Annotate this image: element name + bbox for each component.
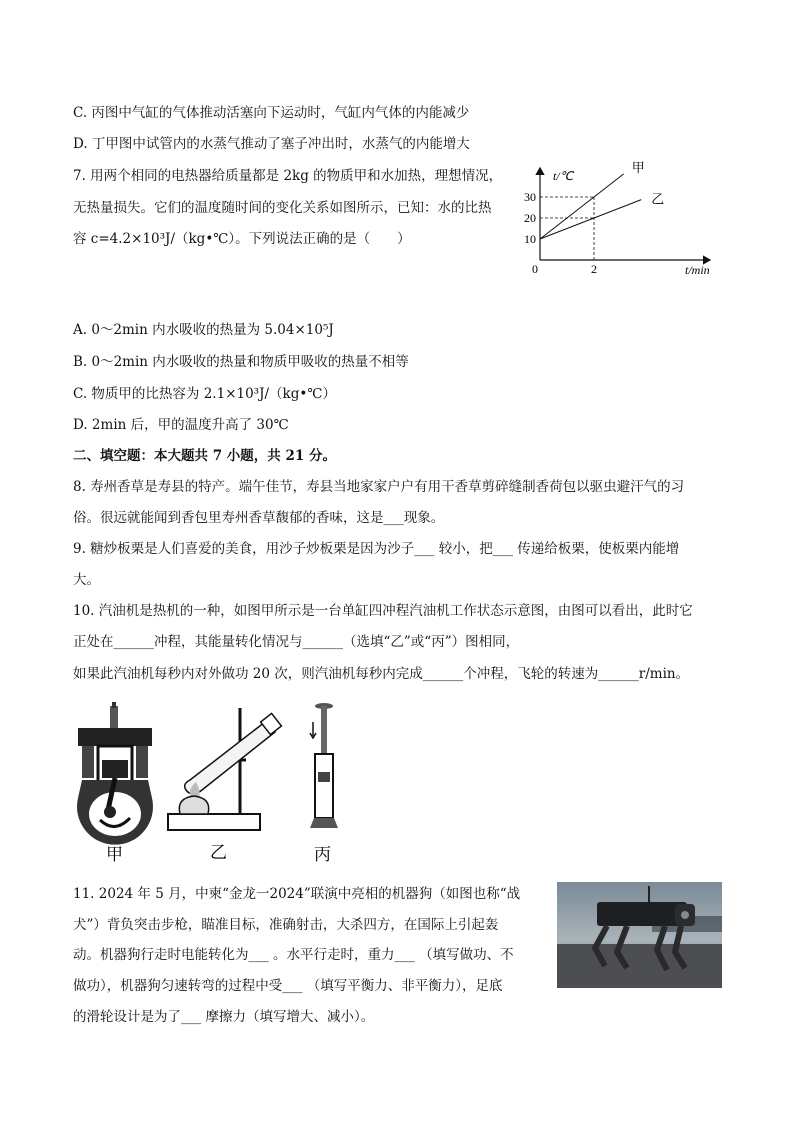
series-line-1 xyxy=(540,200,641,239)
test-tube-figure xyxy=(168,708,281,830)
figure-label-jia: 甲 xyxy=(106,845,123,865)
question-7-line2: 无热量损失。它们的温度随时间的变化关系如图所示，已知：水的比热 xyxy=(73,200,492,216)
y-tick-label-10: 10 xyxy=(524,232,536,246)
question-7-line1: 7. 用两个相同的电热器给质量都是 2kg 的物质甲和水加热，理想情况， xyxy=(73,168,503,184)
option-c-q6: C. 丙图中气缸的气体推动活塞向下运动时，气缸内气体的内能减少 xyxy=(73,105,470,121)
y-tick-label-20: 20 xyxy=(524,211,536,225)
question-11-line4: 做功），机器狗匀速转弯的过程中受___ （填写平衡力、非平衡力），足底 xyxy=(73,978,503,994)
x-tick-label-2: 2 xyxy=(591,262,597,276)
question-10-line1: 10. 汽油机是热机的一种，如图甲所示是一台单缸四冲程汽油机工作状态示意图，由图可以看出，此时它 xyxy=(73,603,693,619)
series-label-1: 乙 xyxy=(651,192,665,208)
series-label-0: 甲 xyxy=(631,160,645,176)
question-11-line3: 动。机器狗行走时电能转化为___ 。水平行走时，重力___ （填写做功、不 xyxy=(73,947,514,963)
origin-label: 0 xyxy=(532,262,538,276)
figure-label-yi: 乙 xyxy=(210,843,227,863)
figure-label-bing: 丙 xyxy=(314,845,331,865)
question-10-line2: 正处在______冲程，其能量转化情况与______（选填“乙”或“丙”）图相同， xyxy=(73,634,520,650)
option-d-q6: D. 丁甲图中试管内的水蒸气推动了塞子冲出时，水蒸气的内能增大 xyxy=(73,136,470,152)
question-8-line1: 8. 寿州香草是寿县的特产。端午佳节，寿县当地家家户户有用干香草剪碎缝制香荷包以驱虫避汗气的习 xyxy=(73,479,685,495)
option-d-q7: D. 2min 后，甲的温度升高了 30℃ xyxy=(73,417,289,433)
robot-dog-photo xyxy=(557,882,722,988)
question-7-line3: 容 c=4.2×10³J/（kg•℃）。下列说法正确的是（ ） xyxy=(73,231,411,247)
experiment-figures xyxy=(70,702,370,867)
question-11-line2: 犬”）背负突击步枪，瞄准目标，准确射击，大杀四方，在国际上引起轰 xyxy=(73,917,499,933)
question-9-line2: 大。 xyxy=(73,572,100,588)
y-axis-label: t/℃ xyxy=(553,169,574,183)
option-c-q7: C. 物质甲的比热容为 2.1×10³J/（kg•℃） xyxy=(73,386,336,402)
x-axis-label: t/min xyxy=(685,263,710,277)
question-9-line1: 9. 糖炒板栗是人们喜爱的美食，用沙子炒板栗是因为沙子___ 较小，把___ 传递给板栗，使板栗内能增 xyxy=(73,541,680,557)
y-tick-label-30: 30 xyxy=(524,190,536,204)
temperature-time-chart xyxy=(505,160,730,280)
option-a-q7: A. 0～2min 内水吸收的热量为 5.04×10⁵J xyxy=(73,322,334,338)
engine-cylinder-figure xyxy=(77,702,153,845)
section-heading-fill-blank: 二、填空题：本大题共 7 小题，共 21 分。 xyxy=(73,448,336,464)
question-8-line2: 俗。很远就能闻到香包里寿州香草馥郁的香味，这是___现象。 xyxy=(73,510,445,526)
question-10-line3: 如果此汽油机每秒内对外做功 20 次，则汽油机每秒内完成______个冲程，飞轮的转速为______r/min。 xyxy=(73,666,690,682)
series-line-0 xyxy=(540,174,624,239)
option-b-q7: B. 0～2min 内水吸收的热量和物质甲吸收的热量不相等 xyxy=(73,354,409,370)
question-11-line5: 的滑轮设计是为了___ 摩擦力（填写增大、减小）。 xyxy=(73,1009,375,1025)
question-11-line1: 11. 2024 年 5 月，中柬“金龙一2024”联演中亮相的机器狗（如图也称“战 xyxy=(73,886,521,902)
plunger-tube-figure xyxy=(310,703,338,828)
